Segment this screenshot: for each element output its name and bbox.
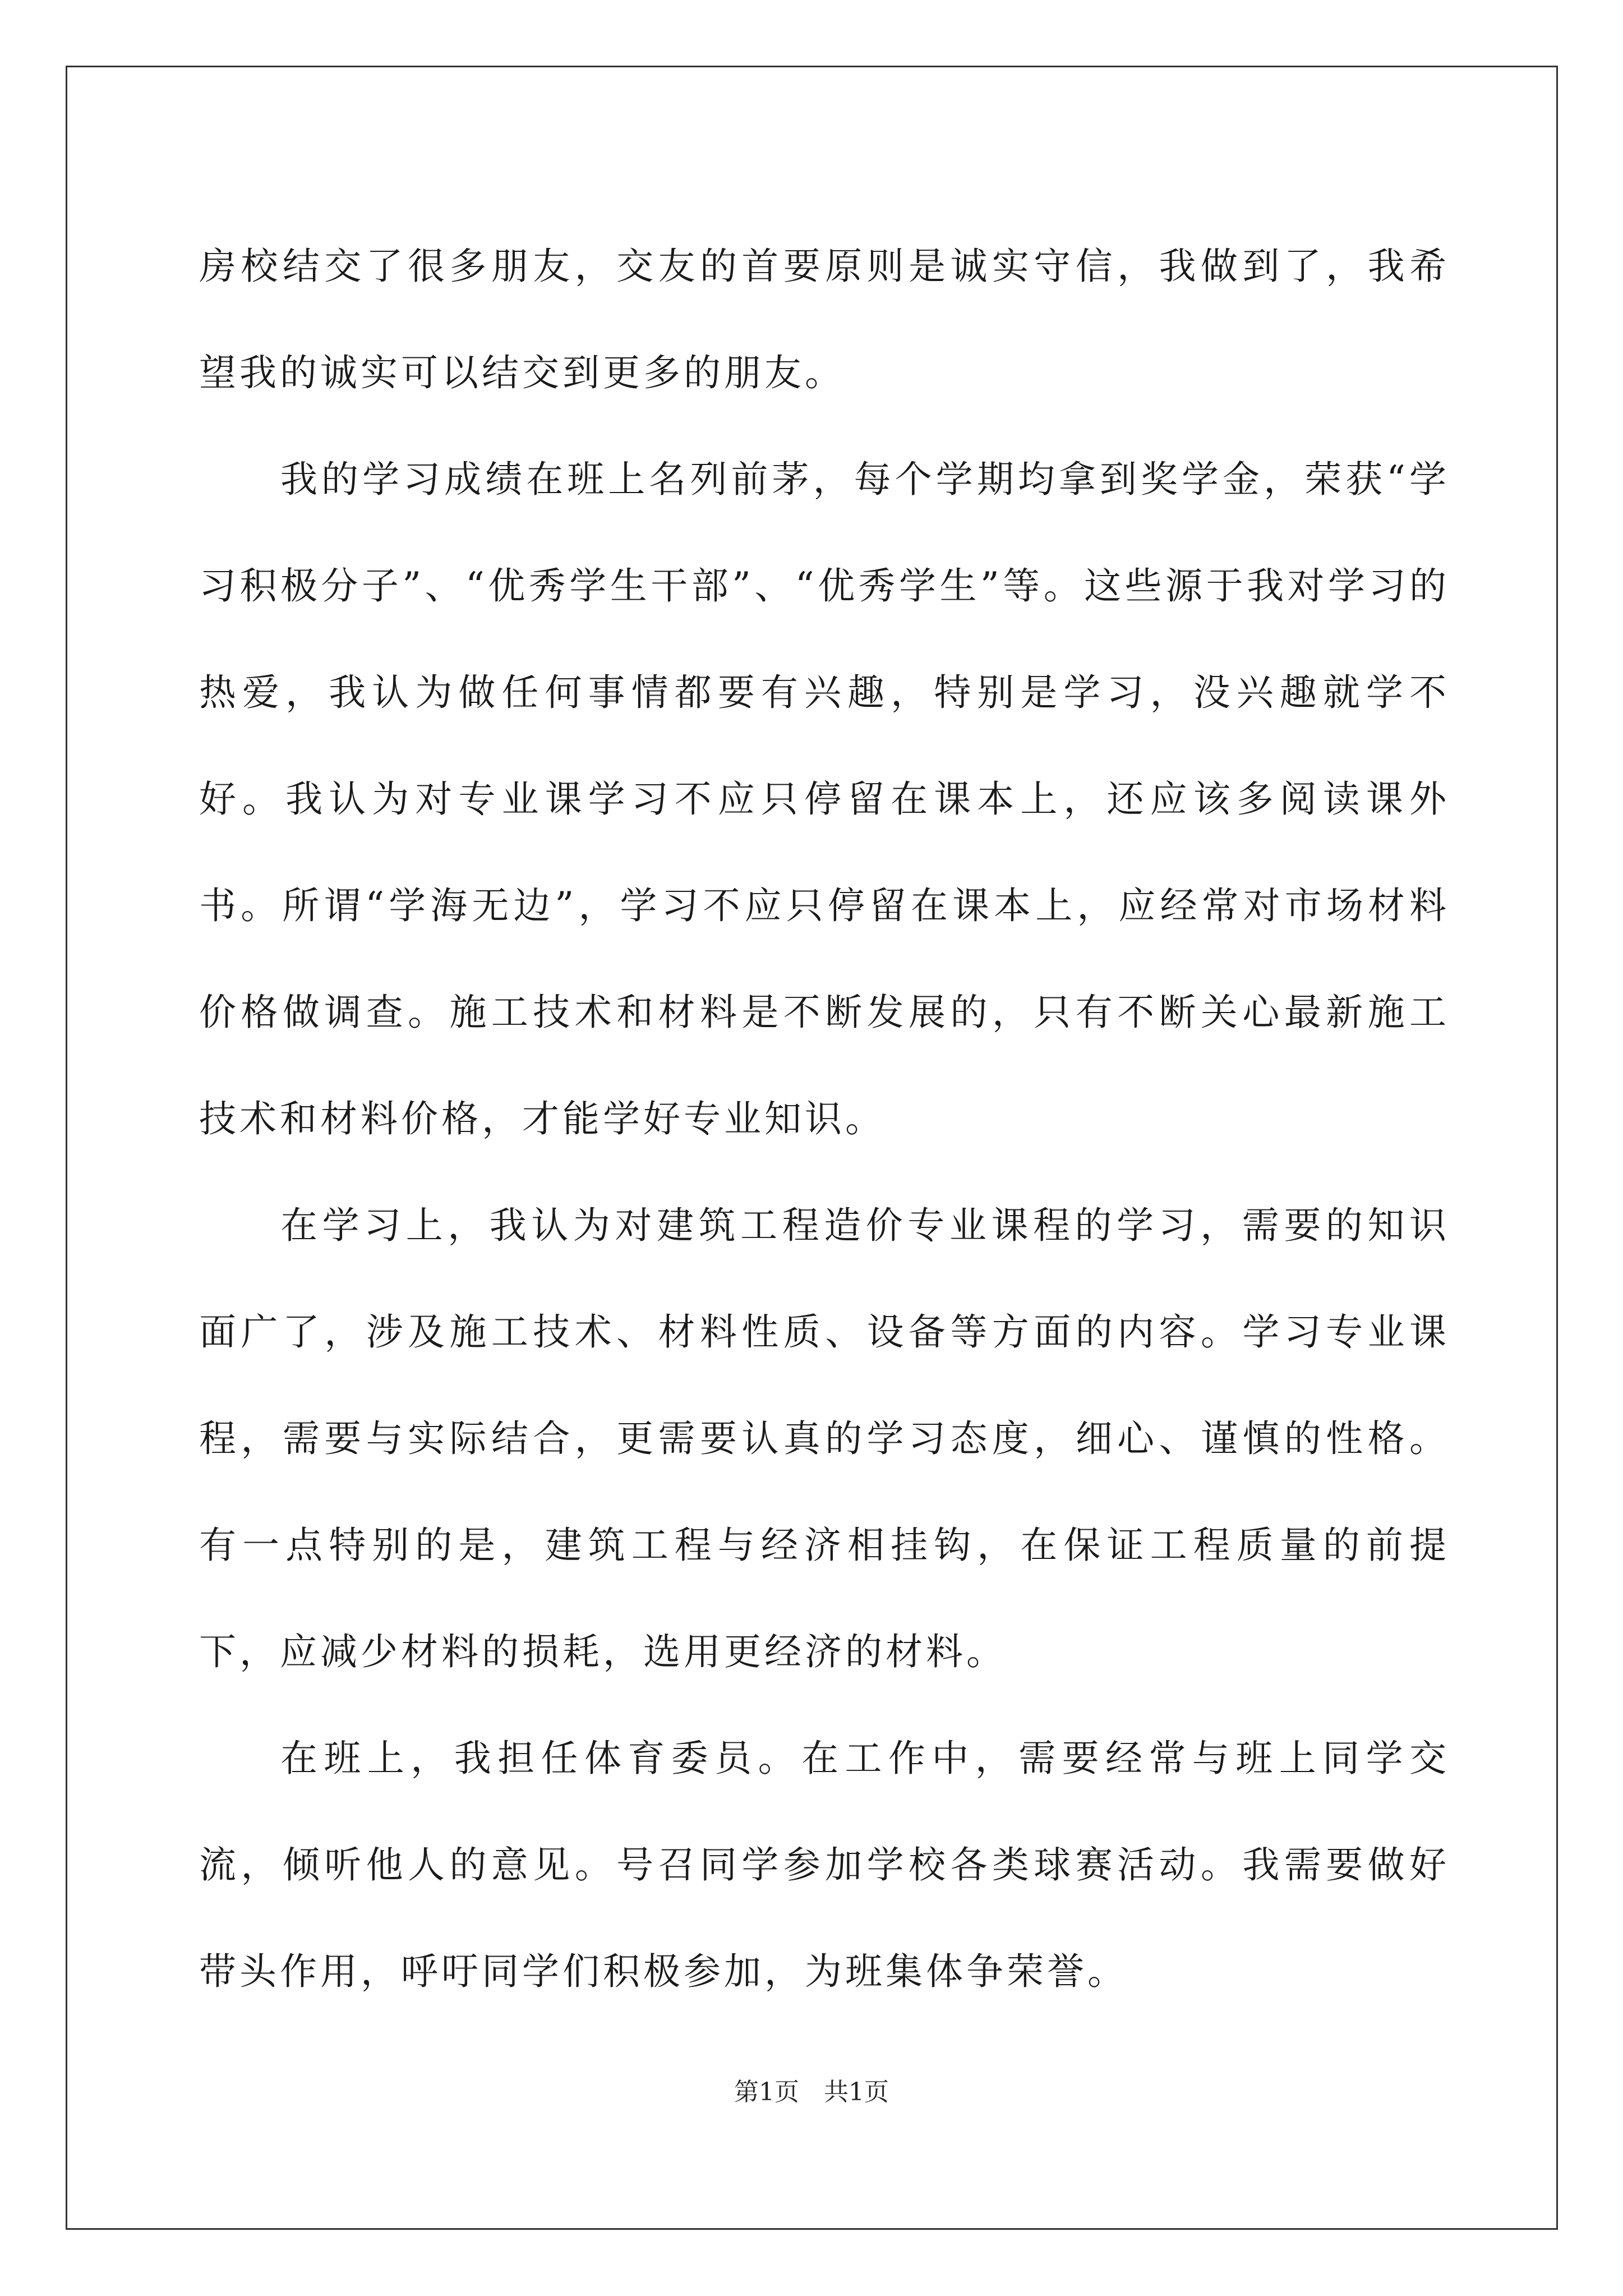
paragraph-1: 房校结交了很多朋友，交友的首要原则是诚实守信，我做到了，我希望我的诚实可以结交到更多的朋友。: [199, 245, 1450, 394]
paragraph-3: 在学习上，我认为对建筑工程造价专业课程的学习，需要的知识面广了，涉及施工技术、材料性质、设备等方面的内容。学习专业课程，需要与实际结合，更需要认真的学习态度，细心、谨慎的性格。有一点特别的是，建筑工程与经济相挂钩，在保证工程质量的前提下，应减少材料的损耗，选用更经济的材料。: [199, 1204, 1450, 1673]
paragraph-2: 我的学习成绩在班上名列前茅，每个学期均拿到奖学金，荣获“学习积极分子”、“优秀学生干部”、“优秀学生”等。这些源于我对学习的热爱，我认为做任何事情都要有兴趣，特别是学习，没兴趣就学不好。我认为对专业课学习不应只停留在课本上，还应该多阅读课外书。所谓“学海无边”，学习不应只停留在课本上，应经常对市场材料价格做调查。施工技术和材料是不断发展的，只有不断关心最新施工技术和材料价格，才能学好专业知识。: [199, 458, 1450, 1140]
paragraph-4: 在班上，我担任体育委员。在工作中，需要经常与班上同学交流，倾听他人的意见。号召同学参加学校各类球赛活动。我需要做好带头作用，呼吁同学们积极参加，为班集体争荣誉。: [199, 1737, 1450, 1993]
document-body: [199, 213, 1450, 2025]
page-number: 第1页 共1页: [734, 2078, 889, 2106]
